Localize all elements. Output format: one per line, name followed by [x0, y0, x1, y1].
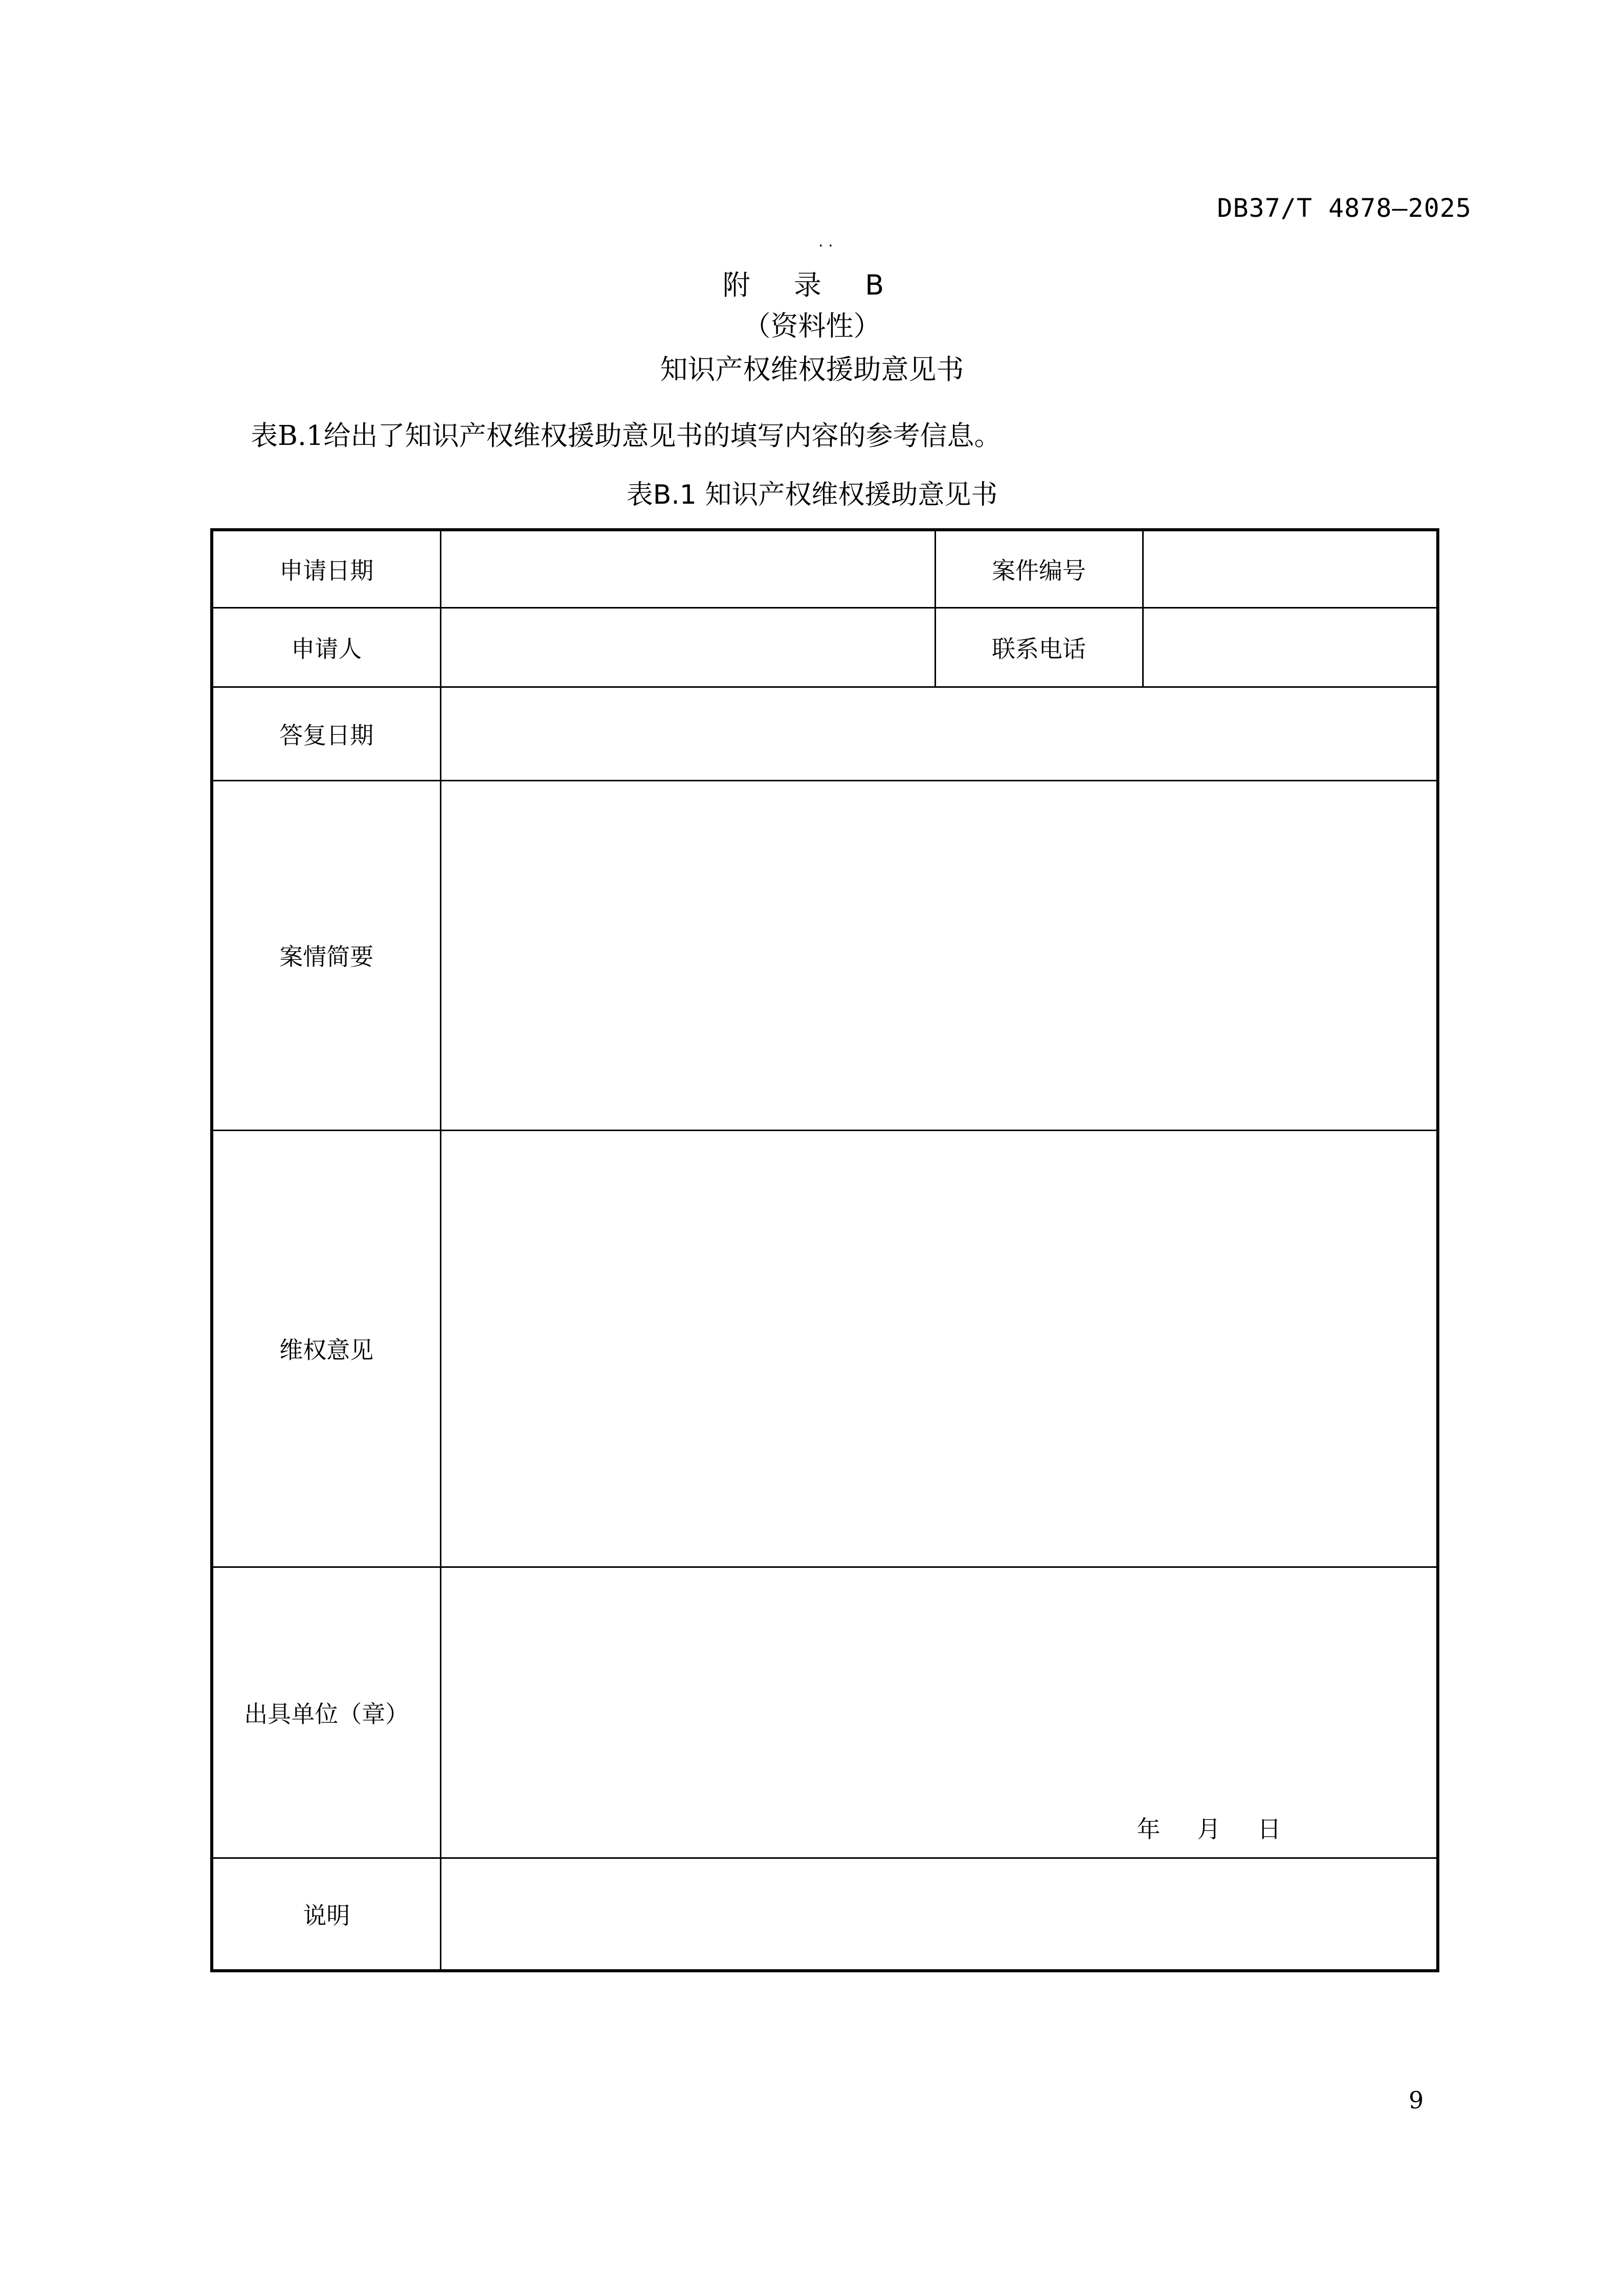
case-number-field[interactable]: [1143, 530, 1438, 607]
contact-phone-field[interactable]: [1143, 607, 1438, 687]
appendix-title: 附 录 B: [722, 269, 902, 301]
contact-phone-label: 联系电话: [935, 607, 1143, 687]
page-number: 9: [1409, 2086, 1424, 2114]
opinion-form-table: [210, 528, 1439, 1972]
day-label: 日: [1257, 1815, 1281, 1843]
appendix-heading: 知识产权维权援助意见书: [660, 353, 964, 386]
table-row: [212, 687, 1438, 780]
issuing-unit-label: 出具单位（章）: [212, 1567, 440, 1858]
table-row: [212, 780, 1438, 1130]
document-code: DB37/T 4878—2025: [1217, 193, 1472, 223]
case-summary-label: 案情简要: [212, 780, 440, 1130]
applicant-label: 申请人: [212, 607, 440, 687]
reply-date-field[interactable]: [440, 687, 1438, 780]
application-date-label: 申请日期: [212, 530, 440, 607]
appendix-type: （资料性）: [743, 310, 881, 342]
notes-field[interactable]: [440, 1858, 1438, 1971]
year-label: 年: [1137, 1815, 1161, 1843]
table-row: [212, 1130, 1438, 1567]
table-row: [212, 530, 1438, 607]
month-label: 月: [1197, 1815, 1221, 1843]
header-dots: . .: [818, 233, 833, 251]
case-number-label: 案件编号: [935, 530, 1143, 607]
application-date-field[interactable]: [440, 530, 935, 607]
intro-paragraph: 表B.1给出了知识产权维权援助意见书的填写内容的参考信息。: [251, 420, 1002, 452]
signature-date-line: [1137, 1811, 1318, 1844]
notes-label: 说明: [212, 1858, 440, 1971]
table-row: [212, 1567, 1438, 1858]
case-summary-field[interactable]: [440, 780, 1438, 1130]
rights-opinion-label: 维权意见: [212, 1130, 440, 1567]
rights-opinion-field[interactable]: [440, 1130, 1438, 1567]
applicant-field[interactable]: [440, 607, 935, 687]
table-row: [212, 1858, 1438, 1971]
table-caption: 表B.1 知识产权维权援助意见书: [626, 480, 998, 510]
issuing-unit-field[interactable]: [440, 1567, 1438, 1858]
table-row: [212, 607, 1438, 687]
reply-date-label: 答复日期: [212, 687, 440, 780]
